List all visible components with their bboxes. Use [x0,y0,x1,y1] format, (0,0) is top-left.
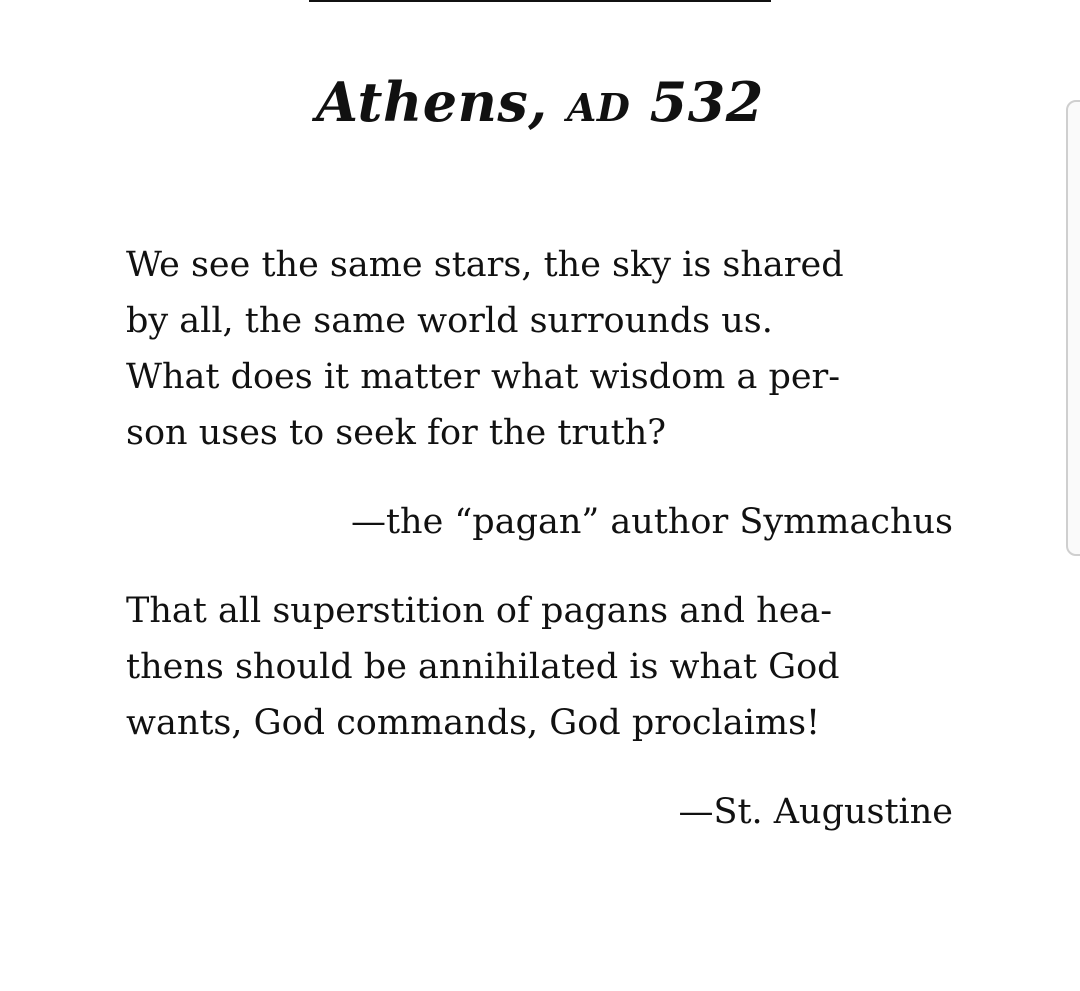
quote-line: thens should be annihilated is what God [126,647,840,687]
epigraph-quote-symmachus [126,237,956,461]
epigraph-attribution-augustine: —St. Augustine [678,792,953,832]
chapter-title-era: AD [566,85,631,130]
chapter-title-place: Athens, [316,70,548,134]
quote-line: by all, the same world surrounds us. [126,301,773,341]
top-divider-rule [309,0,771,2]
quote-line: son uses to seek for the truth? [126,413,667,453]
quote-line: We see the same stars, the sky is shared [126,245,844,285]
chapter-title-year: 532 [649,70,764,134]
chapter-title [0,62,1080,148]
scrollbar-handle[interactable] [1066,100,1080,556]
quote-line: wants, God commands, God proclaims! [126,703,821,743]
quote-line: That all superstition of pagans and hea- [126,591,833,631]
quote-line: What does it matter what wisdom a per- [126,357,841,397]
epigraph-attribution-symmachus: —the “pagan” author Symmachus [350,502,953,542]
epigraph-quote-augustine [126,583,956,751]
